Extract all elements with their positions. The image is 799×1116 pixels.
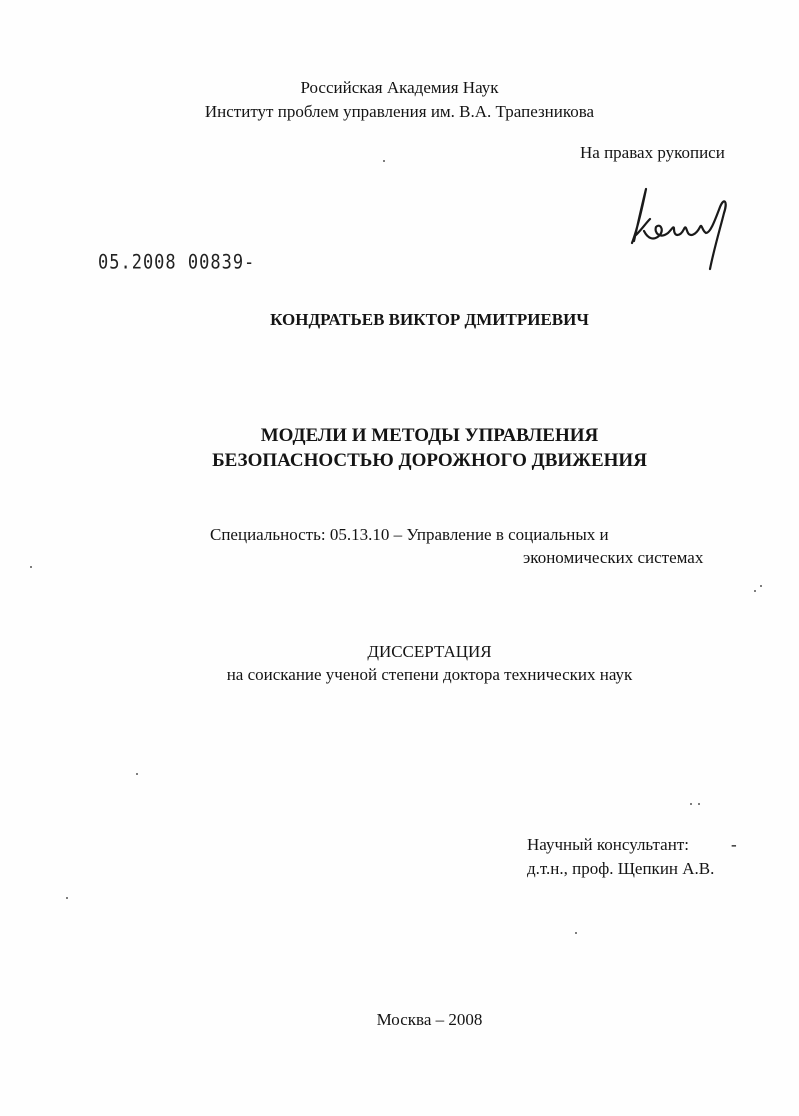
author-name: КОНДРАТЬЕВ ВИКТОР ДМИТРИЕВИЧ <box>270 310 589 329</box>
scan-speck <box>383 160 385 162</box>
document-type: ДИССЕРТАЦИЯ <box>367 642 492 661</box>
scan-speck <box>66 897 68 899</box>
registration-stamp: 05.2008 00839- <box>98 251 256 274</box>
scan-speck <box>760 585 762 587</box>
scan-speck <box>575 932 577 934</box>
scan-speck <box>754 590 756 592</box>
scan-speck <box>30 566 32 568</box>
manuscript-note: На правах рукописи <box>580 143 725 162</box>
dissertation-title-line-1: МОДЕЛИ И МЕТОДЫ УПРАВЛЕНИЯ <box>260 425 599 446</box>
place-and-year: Москва – 2008 <box>376 1010 483 1029</box>
consultant-label: Научный консультант: <box>527 835 689 854</box>
scan-speck <box>136 773 138 775</box>
consultant-name: д.т.н., проф. Щепкин А.В. <box>527 859 715 878</box>
consultant-dash: - <box>731 835 737 854</box>
institute-name: Институт проблем управления им. В.А. Трапезникова <box>204 102 595 121</box>
scan-speck <box>698 803 700 805</box>
specialty-line-2: экономических системах <box>523 548 704 567</box>
specialty-line-1: Специальность: 05.13.10 – Управление в социальных и <box>210 525 609 544</box>
degree-purpose: на соискание ученой степени доктора технических наук <box>226 665 633 684</box>
academy-name: Российская Академия Наук <box>300 78 499 97</box>
scan-speck <box>690 803 692 805</box>
dissertation-title-line-2: БЕЗОПАСНОСТЬЮ ДОРОЖНОГО ДВИЖЕНИЯ <box>212 450 647 471</box>
handwritten-signature <box>624 183 740 273</box>
